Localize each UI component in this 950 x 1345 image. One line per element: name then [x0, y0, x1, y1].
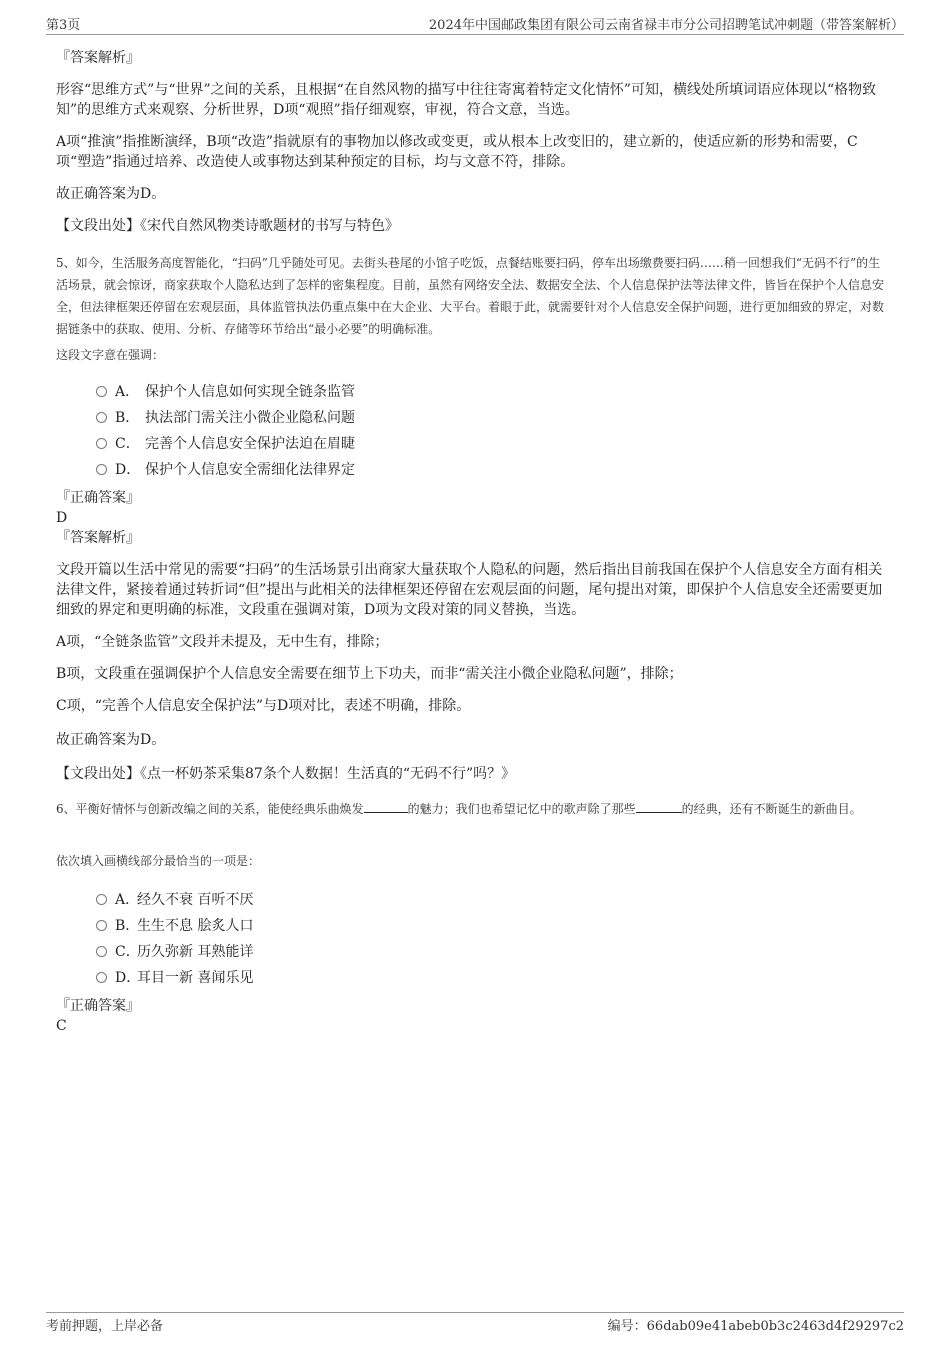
radio-icon[interactable] — [96, 386, 107, 397]
source-citation: 【文段出处】《宋代自然风物类诗歌题材的书写与特色》 — [56, 218, 399, 234]
stem-part: 的魅力；我们也希望记忆中的歌声除了那些 — [407, 802, 636, 816]
radio-icon[interactable] — [96, 920, 107, 931]
option-text: 保护个人信息安全需细化法律界定 — [145, 462, 355, 478]
radio-icon[interactable] — [96, 412, 107, 423]
page-footer — [46, 1312, 904, 1335]
option-a[interactable] — [96, 890, 253, 910]
analysis-option-b: B项，文段重在强调保护个人信息安全需要在细节上下功夫，而非“需关注小微企业隐私问题”，排除； — [56, 666, 683, 682]
option-d[interactable] — [96, 460, 355, 480]
option-c[interactable] — [96, 942, 253, 962]
radio-icon[interactable] — [96, 438, 107, 449]
option-text: 历久弥新 耳熟能详 — [137, 944, 254, 960]
radio-icon[interactable] — [96, 946, 107, 957]
stem-part: 的经典，还有不断诞生的新曲目。 — [681, 802, 862, 816]
option-letter: A． — [115, 892, 140, 908]
analysis-paragraph: 形容“思维方式”与“世界”之间的关系，且根据“在自然风物的描写中往往寄寓着特定文化情怀”可知，横线处所填词语应体现以“格物致知”的思维方式来观察、分析世界，D项“观照”指仔细观察，审视，符合文意，当选。 — [56, 82, 877, 118]
option-c[interactable] — [96, 434, 355, 454]
option-b[interactable] — [96, 408, 355, 428]
answer-value: D — [56, 510, 68, 526]
question-prompt: 这段文字意在强调： — [56, 348, 165, 362]
radio-icon[interactable] — [96, 464, 107, 475]
option-b[interactable] — [96, 916, 253, 936]
option-letter: B． — [115, 410, 140, 426]
option-a[interactable] — [96, 382, 355, 402]
option-text: 完善个人信息安全保护法迫在眉睫 — [145, 436, 355, 452]
answer-value: C — [56, 1018, 67, 1034]
option-text: 耳目一新 喜闻乐见 — [137, 970, 254, 986]
stem-part: 6、平衡好情怀与创新改编之间的关系，能使经典乐曲焕发 — [56, 802, 364, 816]
analysis-option-c: C项，“完善个人信息安全保护法”与D项对比，表述不明确，排除。 — [56, 698, 471, 714]
analysis-label: 『答案解析』 — [56, 530, 140, 546]
analysis-paragraph: 文段开篇以生活中常见的需要“扫码”的生活场景引出商家大量获取个人隐私的问题，然后指出目前我国在保护个人信息安全方面有相关法律文件，紧接着通过转折词“但”提出与此相关的法律框架还停留在宏观层面的问题，尾句提出对策，即保护个人信息安全还需要更加细致的界定和更明确的标准，文段重在强调对策，D项为文段对策的同义替换，当选。 — [56, 562, 883, 618]
document-title: 2024年中国邮政集团有限公司云南省禄丰市分公司招聘笔试冲刺题（带答案解析） — [428, 18, 904, 33]
question-stem — [56, 798, 886, 820]
option-letter: D． — [115, 462, 141, 478]
option-text: 生生不息 脍炙人口 — [137, 918, 254, 934]
option-letter: C． — [115, 436, 140, 452]
option-text: 经久不衰 百听不厌 — [137, 892, 254, 908]
page-number: 第3页 — [46, 18, 81, 33]
blank-line — [636, 812, 682, 813]
analysis-option-a: A项，“全链条监管”文段并未提及，无中生有，排除； — [56, 634, 389, 650]
footer-slogan: 考前押题，上岸必备 — [46, 1319, 164, 1334]
option-letter: B． — [115, 918, 140, 934]
question-prompt: 依次填入画横线部分最恰当的一项是： — [56, 854, 261, 868]
radio-icon[interactable] — [96, 894, 107, 905]
analysis-label: 『答案解析』 — [56, 50, 140, 66]
option-letter: D． — [115, 970, 141, 986]
conclusion: 故正确答案为D。 — [56, 186, 166, 202]
answer-label: 『正确答案』 — [56, 490, 140, 506]
option-text: 保护个人信息如何实现全链条监管 — [145, 384, 355, 400]
answer-label: 『正确答案』 — [56, 998, 140, 1014]
option-letter: C． — [115, 944, 140, 960]
source-citation: 【文段出处】《点一杯奶茶采集87条个人数据！生活真的“无码不行”吗？》 — [56, 766, 516, 782]
option-letter: A． — [115, 384, 140, 400]
conclusion: 故正确答案为D。 — [56, 732, 166, 748]
analysis-paragraph: A项“推演”指推断演绎，B项“改造”指就原有的事物加以修改或变更，或从根本上改变旧的，建立新的，使适应新的形势和需要，C项“塑造”指通过培养、改造使人或事物达到某种预定的目标，均与文意不符，排除。 — [56, 134, 858, 170]
option-d[interactable] — [96, 968, 253, 988]
radio-icon[interactable] — [96, 972, 107, 983]
option-text: 执法部门需关注小微企业隐私问题 — [145, 410, 355, 426]
page-header — [46, 14, 904, 35]
blank-line — [364, 812, 408, 813]
question-stem: 5、如今，生活服务高度智能化，“扫码”几乎随处可见。去街头巷尾的小馆子吃饭，点餐结账要扫码，停车出场缴费要扫码……稍一回想我们“无码不行”的生活场景，就会惊讶，商家获取个人隐私达到了怎样的密集程度。目前，虽然有网络安全法、数据安全法、个人信息保护法等法律文件，皆旨在保护个人信息安全，但法律框架还停留在宏观层面，具体监管执法仍重点集中在大企业、大平台。着眼于此，就需要针对个人信息安全保护问题，进行更加细致的界定，对数据链条中的获取、使用、分析、存储等环节给出“最小必要”的明确标准。 — [56, 256, 885, 336]
document-id: 编号：66dab09e41abeb0b3c2463d4f29297c2 — [607, 1319, 904, 1334]
